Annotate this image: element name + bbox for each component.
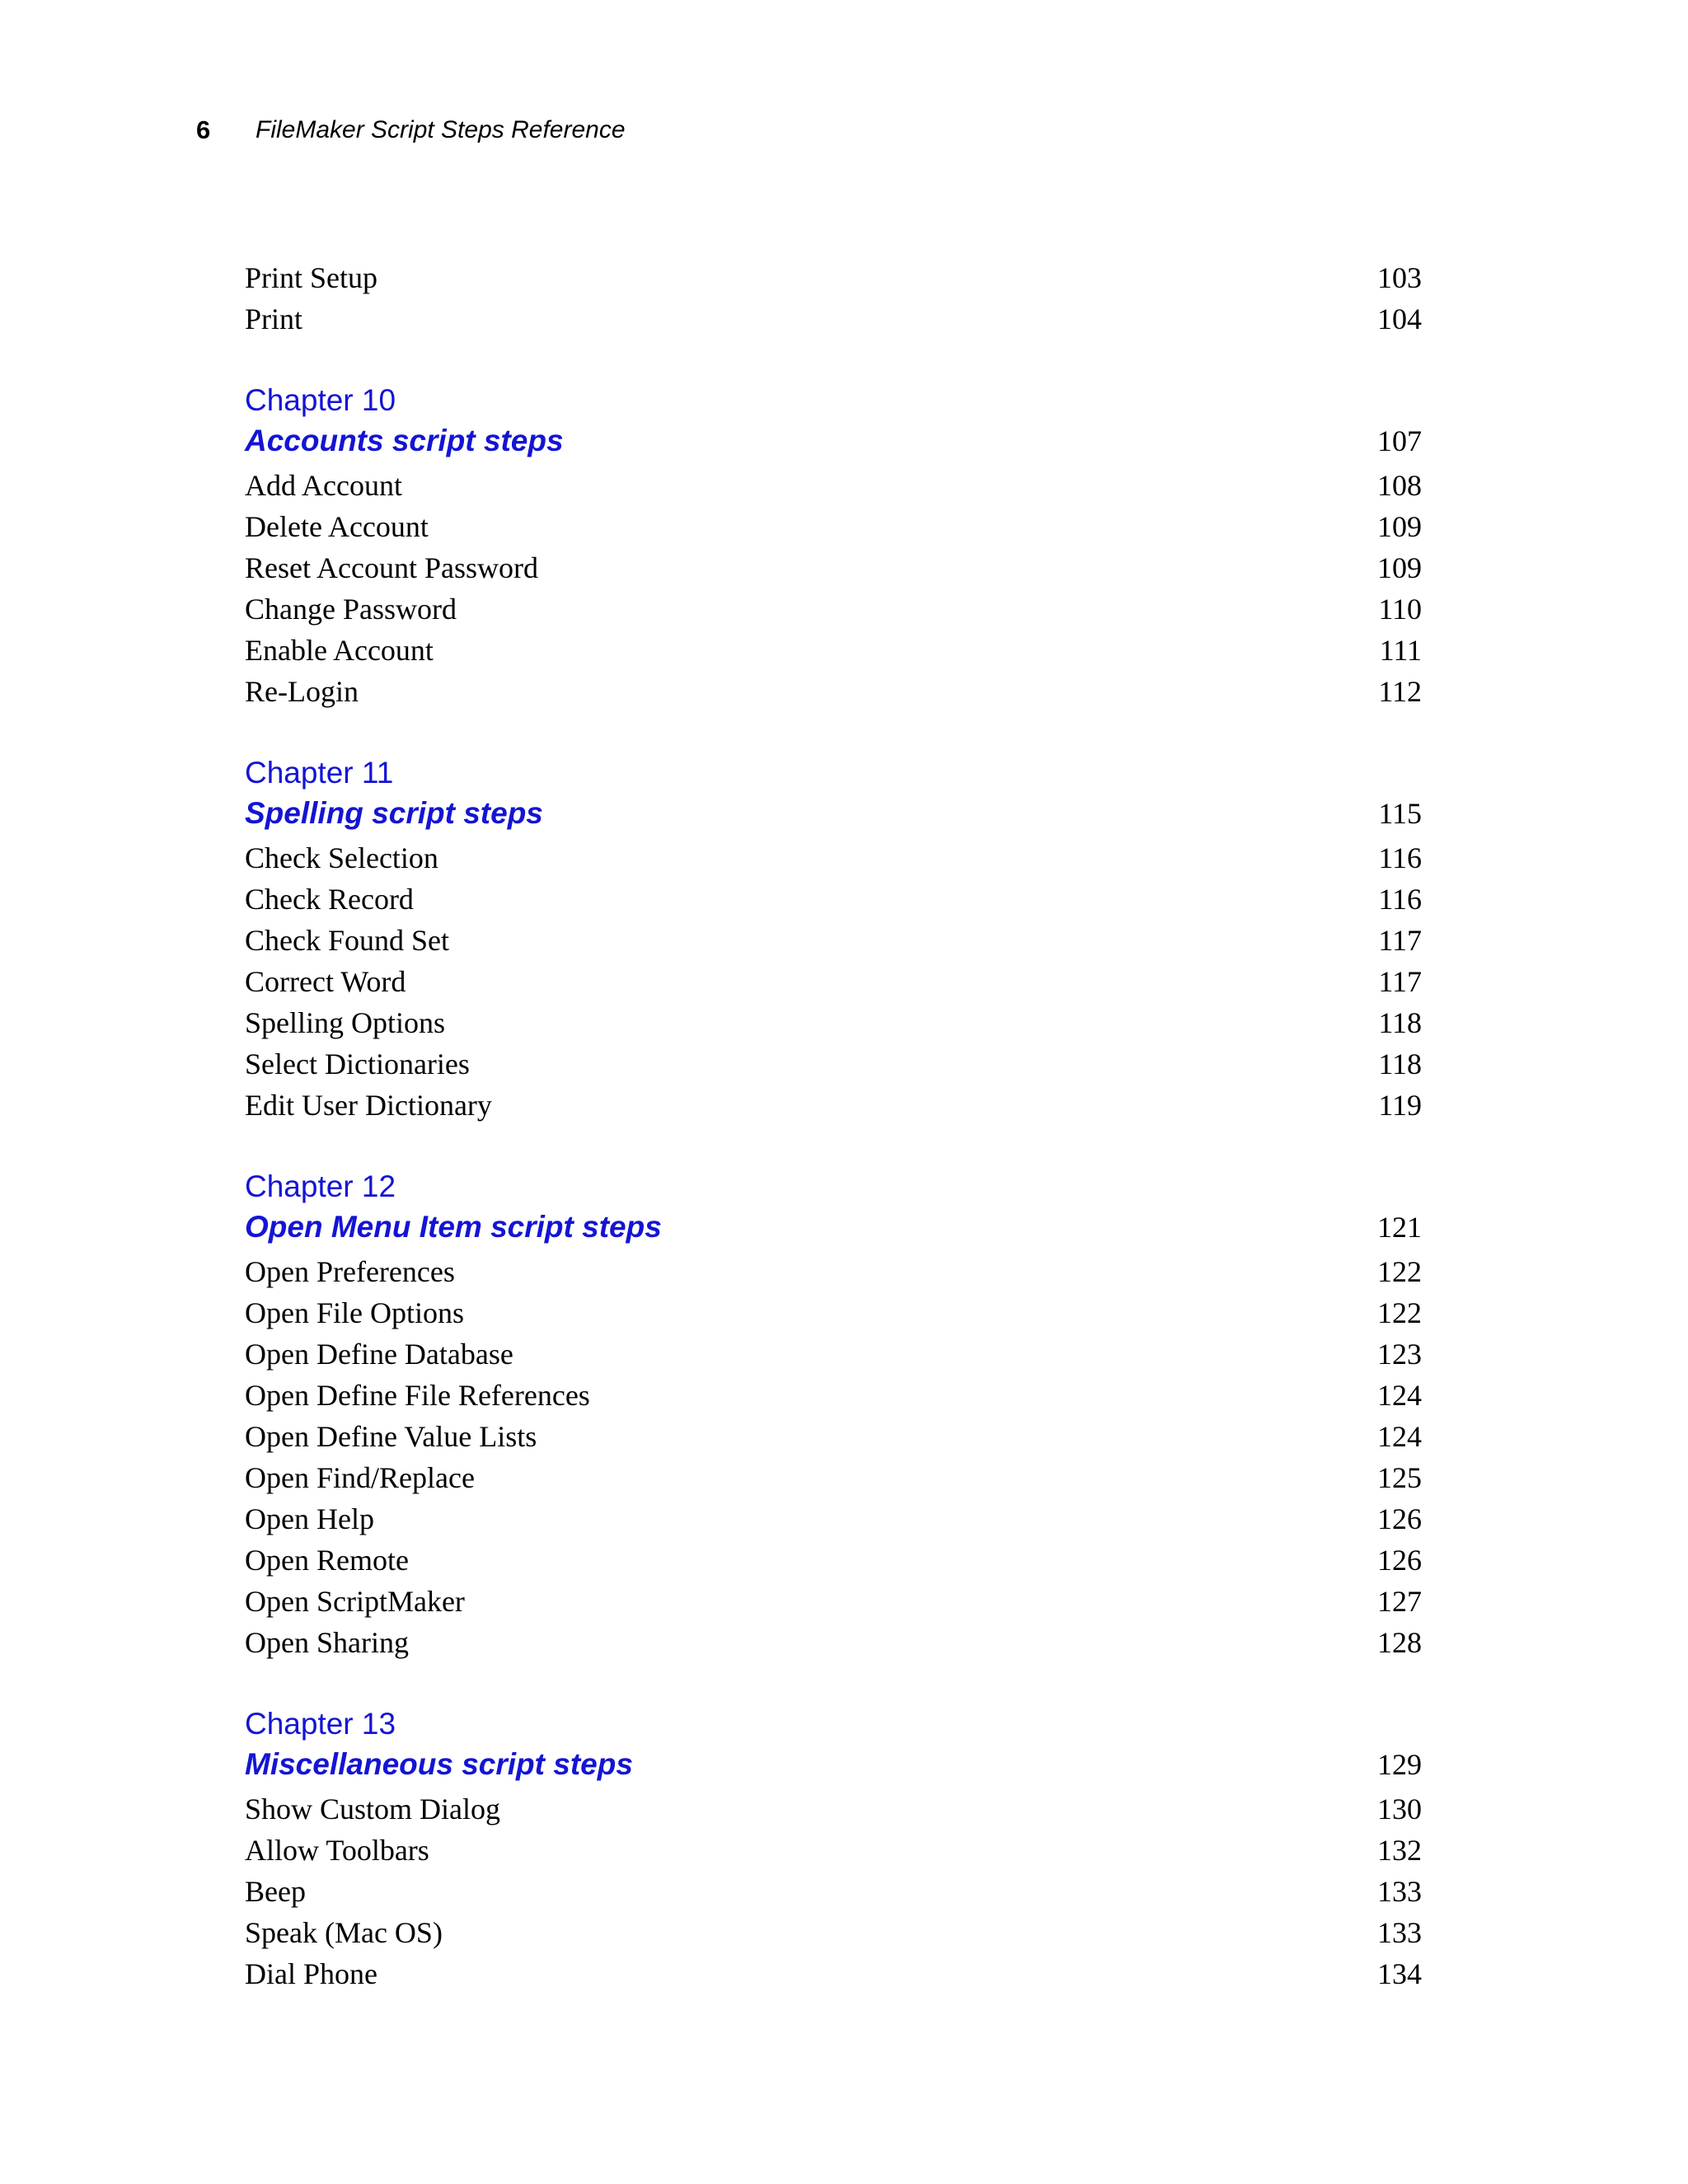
toc-entry-page: 124	[1377, 1420, 1422, 1453]
toc-entry-title: Allow Toolbars	[245, 1834, 429, 1867]
toc-entry[interactable]	[245, 1622, 1422, 1663]
toc-entry-page: 111	[1379, 634, 1422, 667]
toc-entry-title: Re-Login	[245, 675, 359, 708]
toc-entry-page: 126	[1377, 1502, 1422, 1535]
toc-entry[interactable]	[245, 1416, 1422, 1457]
toc-entry[interactable]	[245, 1292, 1422, 1333]
toc-entry[interactable]	[245, 920, 1422, 961]
toc-entry-page: 127	[1377, 1585, 1422, 1618]
toc-entry-title: Check Record	[245, 883, 414, 916]
toc-entry-page: 125	[1377, 1461, 1422, 1494]
table-of-contents	[245, 257, 1422, 1994]
toc-entry-title: Open ScriptMaker	[245, 1585, 465, 1618]
chapter-label: Chapter 13	[245, 1707, 396, 1741]
toc-entry-page: 126	[1377, 1544, 1422, 1577]
toc-entry-page: 109	[1377, 551, 1422, 584]
toc-entry-title: Open Define Value Lists	[245, 1420, 537, 1453]
toc-entry[interactable]	[245, 465, 1422, 506]
toc-entry-title: Open File Options	[245, 1296, 464, 1329]
toc-entry-title: Enable Account	[245, 634, 434, 667]
toc-entry[interactable]	[245, 1830, 1422, 1871]
toc-entry[interactable]	[245, 961, 1422, 1002]
toc-entry[interactable]	[245, 671, 1422, 712]
toc-entry-title: Print Setup	[245, 261, 378, 294]
toc-entry[interactable]	[245, 1788, 1422, 1830]
toc-entry-title: Show Custom Dialog	[245, 1793, 501, 1825]
toc-entry[interactable]	[245, 837, 1422, 879]
toc-entry-title: Open Preferences	[245, 1255, 455, 1288]
toc-entry-title: Delete Account	[245, 510, 429, 543]
toc-entry-title: Reset Account Password	[245, 551, 538, 584]
chapter-title: Open Menu Item script steps	[245, 1210, 662, 1244]
toc-entry-page: 109	[1377, 510, 1422, 543]
toc-entry-title: Print	[245, 302, 303, 335]
chapter-page: 107	[1377, 424, 1422, 457]
toc-entry[interactable]	[245, 1375, 1422, 1416]
toc-entry[interactable]	[245, 1333, 1422, 1375]
toc-entry-page: 117	[1378, 924, 1422, 957]
toc-entry[interactable]	[245, 1540, 1422, 1581]
toc-entry-title: Correct Word	[245, 965, 406, 998]
toc-entry-title: Edit User Dictionary	[245, 1089, 492, 1122]
toc-entry-page: 130	[1377, 1793, 1422, 1825]
toc-entry[interactable]	[245, 1251, 1422, 1292]
toc-entry[interactable]	[245, 1457, 1422, 1498]
toc-entry-page: 116	[1378, 883, 1422, 916]
page-header	[196, 112, 626, 148]
chapter-title: Accounts script steps	[245, 424, 564, 457]
toc-entry-title: Check Selection	[245, 841, 438, 874]
chapter-heading[interactable]	[245, 793, 1422, 834]
toc-entry[interactable]	[245, 879, 1422, 920]
toc-entry[interactable]	[245, 1085, 1422, 1126]
toc-entry[interactable]	[245, 1043, 1422, 1085]
toc-entry-page: 133	[1377, 1875, 1422, 1908]
toc-entry-page: 118	[1378, 1006, 1422, 1039]
toc-entry-page: 134	[1377, 1957, 1422, 1990]
toc-entry-page: 132	[1377, 1834, 1422, 1867]
chapter-heading[interactable]	[245, 1207, 1422, 1248]
toc-entry[interactable]	[245, 1498, 1422, 1540]
toc-entry[interactable]	[245, 547, 1422, 588]
chapter-page: 121	[1377, 1211, 1422, 1244]
chapter-section	[245, 381, 1422, 712]
chapter-label: Chapter 12	[245, 1169, 396, 1203]
chapter-heading[interactable]	[245, 1744, 1422, 1785]
toc-entry-title: Open Find/Replace	[245, 1461, 475, 1494]
chapter-section	[245, 1704, 1422, 1994]
toc-entry[interactable]	[245, 1002, 1422, 1043]
toc-entry[interactable]	[245, 257, 1422, 298]
chapter-title: Miscellaneous script steps	[245, 1747, 633, 1781]
toc-entry-title: Check Found Set	[245, 924, 449, 957]
chapter-page: 115	[1378, 797, 1422, 830]
toc-entry-page: 112	[1378, 675, 1422, 708]
toc-entry[interactable]	[245, 506, 1422, 547]
chapter-page: 129	[1377, 1748, 1422, 1781]
toc-entry[interactable]	[245, 1871, 1422, 1912]
toc-entry-page: 122	[1377, 1296, 1422, 1329]
chapter-label: Chapter 10	[245, 383, 396, 417]
toc-entry[interactable]	[245, 1581, 1422, 1622]
toc-entry-title: Add Account	[245, 469, 402, 502]
toc-entry-title: Open Define Database	[245, 1338, 513, 1371]
toc-entry-page: 104	[1377, 302, 1422, 335]
chapter-title: Spelling script steps	[245, 796, 543, 830]
toc-entry-page: 124	[1377, 1379, 1422, 1412]
toc-entry-page: 123	[1377, 1338, 1422, 1371]
toc-entry-page: 103	[1377, 261, 1422, 294]
toc-entry-title: Beep	[245, 1875, 306, 1908]
toc-entry[interactable]	[245, 298, 1422, 340]
running-title: FileMaker Script Steps Reference	[256, 116, 626, 143]
chapter-heading[interactable]	[245, 420, 1422, 462]
chapter-section	[245, 753, 1422, 1126]
chapter-label: Chapter 11	[245, 756, 394, 790]
toc-entry-title: Dial Phone	[245, 1957, 377, 1990]
toc-entry-title: Open Define File References	[245, 1379, 590, 1412]
page-number: 6	[196, 115, 211, 144]
toc-entry-page: 122	[1377, 1255, 1422, 1288]
toc-entry-title: Spelling Options	[245, 1006, 446, 1039]
toc-entry-page: 116	[1378, 841, 1422, 874]
chapter-section	[245, 1167, 1422, 1663]
toc-entry-title: Change Password	[245, 593, 457, 626]
toc-entry-title: Open Sharing	[245, 1626, 409, 1659]
toc-entry[interactable]	[245, 588, 1422, 630]
toc-entry-page: 108	[1377, 469, 1422, 502]
toc-entry[interactable]	[245, 1912, 1422, 1953]
toc-entry-page: 117	[1378, 965, 1422, 998]
toc-entry-page: 119	[1378, 1089, 1422, 1122]
toc-entry[interactable]	[245, 630, 1422, 671]
toc-entry-page: 118	[1378, 1047, 1422, 1080]
toc-entry-title: Open Help	[245, 1502, 374, 1535]
toc-entry-title: Open Remote	[245, 1544, 409, 1577]
toc-entry-title: Select Dictionaries	[245, 1047, 470, 1080]
toc-entry-page: 110	[1378, 593, 1422, 626]
toc-entry[interactable]	[245, 1953, 1422, 1994]
toc-entry-page: 128	[1377, 1626, 1422, 1659]
toc-entry-page: 133	[1377, 1916, 1422, 1949]
toc-entry-title: Speak (Mac OS)	[245, 1916, 443, 1949]
